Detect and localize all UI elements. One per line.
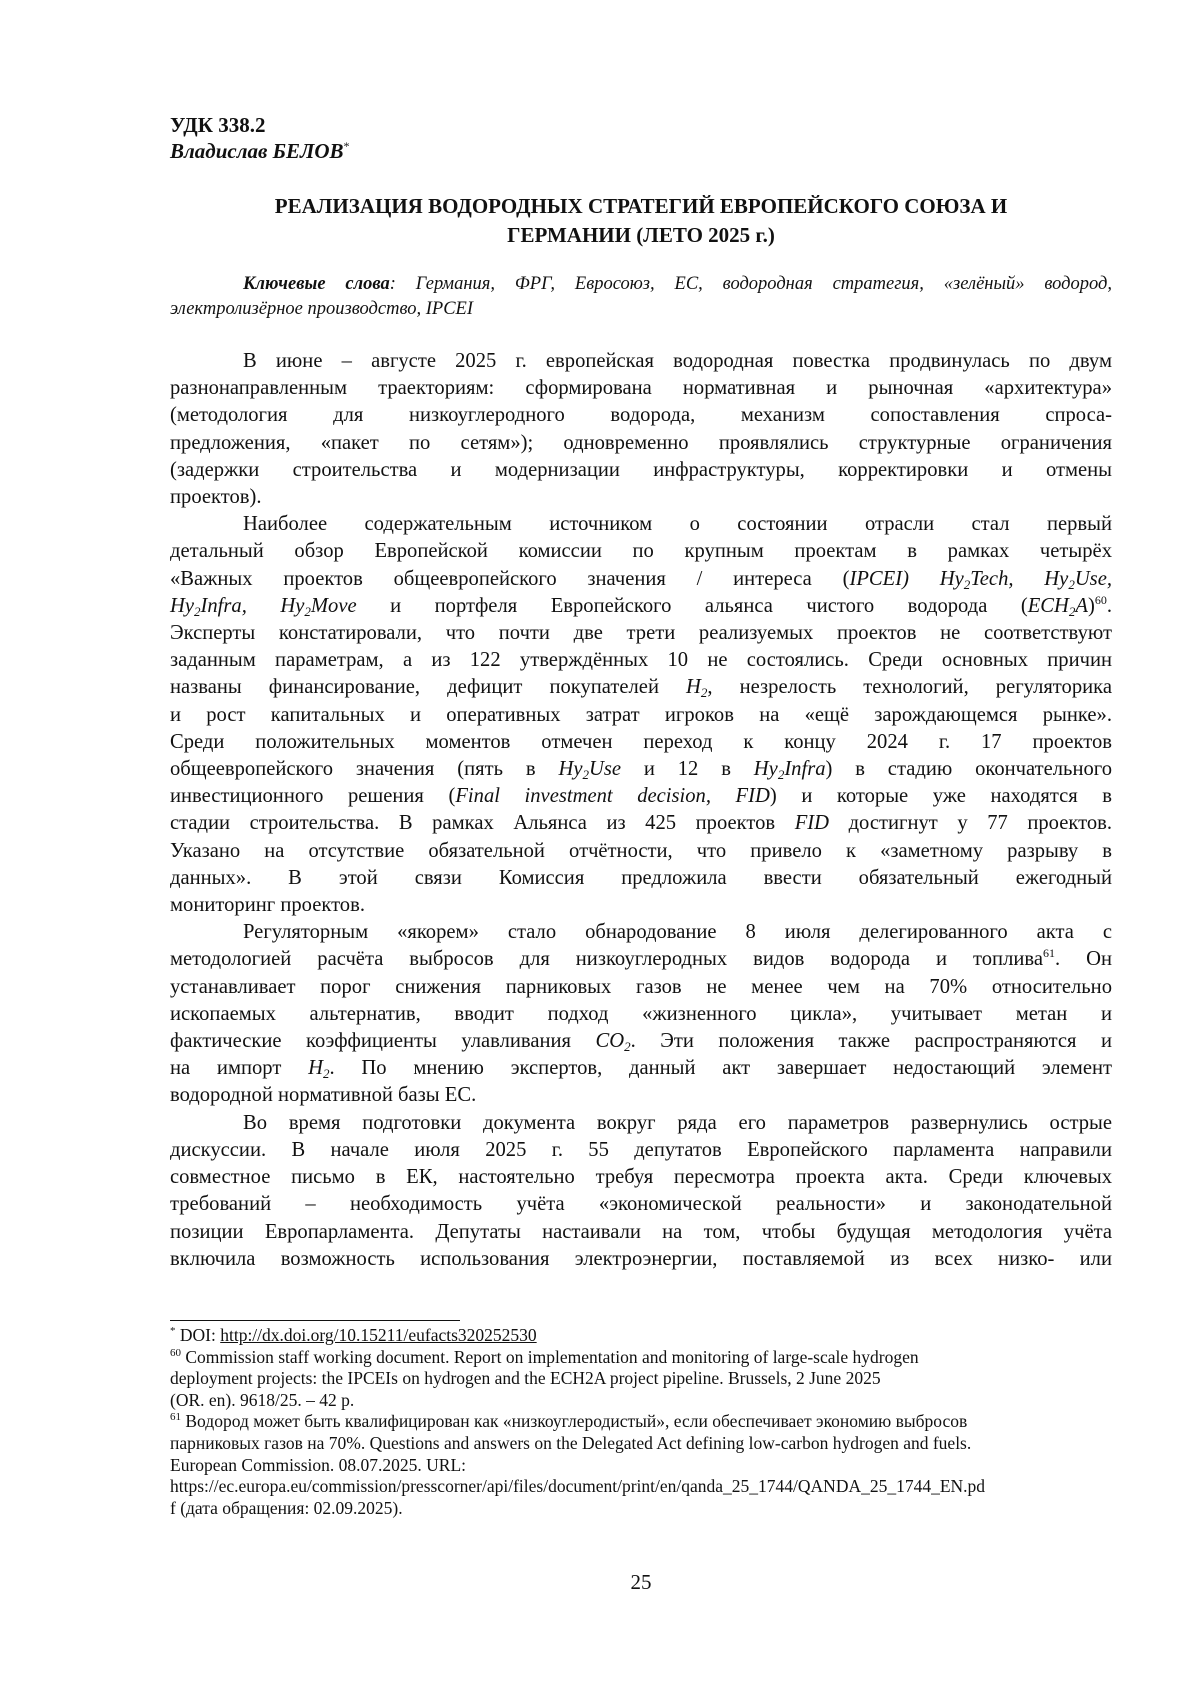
text-line: дискуссии. В начале июля 2025 г. 55 депутатов Европейского парламента направили: [170, 1138, 1112, 1161]
keywords-text: : Германия, ФРГ, Евросоюз, ЕС, водородная стратегия, «зелёный» водород,: [389, 274, 1112, 294]
text-line: В июне – августе 2025 г. европейская водородная повестка продвинулась по двум: [243, 350, 1112, 372]
text-run: стадии строительства. В рамках Альянса из 425 проектов: [170, 812, 795, 835]
text-line: [170, 674, 1112, 701]
text-run: Hy: [753, 758, 778, 781]
author-name-text: Владислав БЕЛОВ: [170, 139, 344, 163]
subscript: 2: [1068, 603, 1076, 619]
text-run: Infra: [784, 758, 826, 781]
text-line: [170, 566, 1112, 593]
text-line: ископаемых альтернатив, вводит подход «жизненного цикла», учитывает метан и: [170, 1002, 1112, 1025]
text-line: разнонаправленным траекториям: сформирована нормативная и рыночная «архитектура»: [170, 377, 1112, 400]
subscript: 2: [194, 603, 201, 619]
text-run: . Эти положения также распространяются и: [630, 1030, 1112, 1053]
text-line: [170, 810, 1112, 837]
text-line: совместное письмо в ЕК, настоятельно требуя пересмотра проекта акта. Среди ключевых: [170, 1166, 1112, 1189]
text-line: [170, 1055, 1112, 1082]
text-line: Во время подготовки документа вокруг ряда его параметров развернулись острые: [243, 1111, 1112, 1134]
text-run: .: [1106, 594, 1113, 617]
footnote-mark: *: [170, 1325, 176, 1338]
subscript: 2: [777, 767, 785, 783]
text-line: [170, 756, 1112, 783]
footnote-text: European Commission. 08.07.2025. URL:: [170, 1454, 467, 1475]
doi-link[interactable]: http://dx.doi.org/10.15211/eufacts320252530: [220, 1325, 537, 1345]
text-line: [170, 1028, 1112, 1055]
text-line: [170, 593, 1112, 620]
subscript: 2: [582, 767, 589, 783]
text-run: достигнут у 77 проектов.: [829, 812, 1112, 835]
doi-label: DOI:: [175, 1325, 221, 1345]
text-run: ) в стадию окончательного: [825, 758, 1112, 781]
footnotes: [170, 1325, 1112, 1519]
text-run: названы финансирование, дефицит покупателей: [170, 676, 687, 699]
footnote-doi: [170, 1325, 1112, 1347]
footnote-mark: 60: [170, 1346, 181, 1359]
footnote-text: Водород может быть квалифицирован как «низкоуглеродистый», если обеспечивает экономию выбросов: [181, 1411, 968, 1432]
footnote-separator: [170, 1320, 460, 1321]
text-line: (задержки строительства и модернизации инфраструктуры, корректировки и отмены: [170, 458, 1112, 481]
text-line: и рост капитальных и оперативных затрат игроков на «ещё зарождающемся рынке».: [170, 703, 1112, 726]
subscript: 2: [624, 1039, 631, 1055]
text-line: Среди положительных моментов отмечен переход к концу 2024 г. 17 проектов: [170, 730, 1112, 753]
text-run: на импорт: [170, 1057, 309, 1080]
title-line: ГЕРМАНИИ (ЛЕТО 2025 г.): [507, 223, 775, 247]
footnote-60: [170, 1347, 1112, 1412]
text-line: данных». В этой связи Комиссия предложила ввести обязательный ежегодный: [170, 866, 1112, 889]
text-line: устанавливает порог снижения парниковых газов не менее чем на 70% относительно: [170, 975, 1112, 998]
text-line: (методология для низкоуглеродного водорода, механизм сопоставления спроса-: [170, 404, 1112, 427]
footnote-mark: 61: [170, 1411, 181, 1424]
author-footnote-mark: *: [343, 139, 350, 153]
subscript: 2: [1068, 576, 1075, 592]
text-line: детальный обзор Европейской комиссии по крупным проектам в рамках четырёх: [170, 540, 1112, 563]
text-line: проектов).: [170, 486, 262, 509]
text-run: Move: [310, 594, 357, 617]
text-run: ) и которые уже находятся в: [769, 785, 1112, 808]
keywords-line: электролизёрное производство, IPCEI: [170, 299, 473, 319]
text-line: позиции Европарламента. Депутаты настаивали на том, чтобы будущая методология учёта: [170, 1220, 1112, 1243]
subscript: 2: [963, 576, 971, 592]
text-run: методологией расчёта выбросов для низкоуглеродных видов водорода и топлива: [170, 948, 1043, 971]
text-run: , незрелость технологий, регуляторика: [707, 676, 1112, 699]
text-line: Наиболее содержательным источником о состоянии отрасли стал первый: [243, 513, 1112, 536]
paragraph: [170, 348, 1112, 511]
text-run: Use: [588, 758, 621, 781]
text-run: «Важных проектов общеевропейского значения / интереса (: [170, 567, 850, 590]
footnote-text: парниковых газов на 70%. Questions and answers on the Delegated Act defining low-carbon hydrogen and fuels.: [170, 1432, 972, 1453]
text-run: IPCEI) Hy: [849, 567, 964, 590]
keywords-label: Ключевые слова: [243, 274, 390, 294]
text-run: Hy: [558, 758, 583, 781]
text-line: [170, 946, 1112, 973]
text-line: предложения, «пакет по сетям»); одновременно проявлялись структурные ограничения: [170, 431, 1112, 454]
keywords-line: [170, 272, 1112, 297]
text-run: ECH: [1027, 594, 1069, 617]
subscript: 2: [322, 1066, 330, 1082]
text-run: фактические коэффициенты улавливания: [170, 1030, 596, 1053]
text-line: включила возможность использования электроэнергии, поставляемой из всех низко- или: [170, 1247, 1112, 1270]
footnote-text: deployment projects: the IPCEIs on hydrogen and the ECH2A project pipeline. Brussels, 2 June 2025: [170, 1368, 881, 1389]
subscript: 2: [700, 685, 708, 701]
footnote-61: [170, 1411, 1112, 1519]
page-number: 25: [630, 1570, 652, 1594]
text-run: Infra, Hy: [200, 594, 305, 617]
text-run: CO: [595, 1030, 625, 1053]
article-body: [170, 348, 1112, 1273]
text-run: инвестиционного решения (: [170, 785, 456, 808]
text-run: Tech, Hy: [970, 567, 1069, 590]
text-line: [170, 783, 1112, 810]
text-line: мониторинг проектов.: [170, 894, 365, 917]
footnote-text: f (дата обращения: 02.09.2025).: [170, 1497, 403, 1518]
title-line: РЕАЛИЗАЦИЯ ВОДОРОДНЫХ СТРАТЕГИЙ ЕВРОПЕЙСКОГО СОЮЗА И: [274, 194, 1008, 218]
footnote-text: (OR. en). 9618/25. – 42 p.: [170, 1389, 355, 1410]
paragraph: [170, 1110, 1112, 1273]
paragraph: [170, 919, 1112, 1109]
text-run: . По мнению экспертов, данный акт завершает недостающий элемент: [329, 1057, 1112, 1080]
author-name: [170, 138, 350, 164]
footnote-text: Commission staff working document. Report on implementation and monitoring of large-scale hydrogen: [181, 1346, 919, 1367]
text-line: Указано на отсутствие обязательной отчётности, что привело к «заметному разрыву в: [170, 839, 1112, 862]
text-line: требований – необходимость учёта «экономической реальности» и законодательной: [170, 1193, 1112, 1216]
text-run: ): [1088, 594, 1095, 617]
footnote-ref-60[interactable]: 60: [1094, 592, 1107, 607]
text-run: Use,: [1074, 567, 1112, 590]
text-run: H: [308, 1057, 323, 1080]
footnote-ref-61[interactable]: 61: [1042, 946, 1055, 961]
text-run: и 12 в: [621, 758, 754, 781]
text-run: общеевропейского значения (пять в: [170, 758, 559, 781]
article-title: [170, 192, 1112, 250]
text-line: Регуляторным «якорем» стало обнародование 8 июля делегированного акта с: [243, 921, 1112, 944]
text-line: заданным параметрам, а из 122 утверждённых 10 не состоялись. Среди основных причин: [170, 649, 1112, 672]
paragraph: [170, 511, 1112, 919]
text-run: и портфеля Европейского альянса чистого водорода (: [356, 594, 1028, 617]
text-run: H: [686, 676, 701, 699]
text-run: . Он: [1054, 948, 1112, 971]
udc-code: УДК 338.2: [170, 113, 266, 137]
text-run: Final investment decision, FID: [455, 785, 770, 808]
keywords: [170, 272, 1112, 322]
footnote-url[interactable]: https://ec.europa.eu/commission/presscorner/api/files/document/print/en/qanda_25_1744/QANDA_25_1744_EN.pd: [170, 1476, 986, 1497]
text-line: водородной нормативной базы ЕС.: [170, 1084, 477, 1107]
text-run: A: [1075, 594, 1088, 617]
text-run: Hy: [170, 594, 195, 617]
subscript: 2: [304, 603, 311, 619]
text-run: FID: [794, 812, 829, 835]
text-line: Эксперты констатировали, что почти две трети реализуемых проектов не соответствуют: [170, 622, 1112, 645]
